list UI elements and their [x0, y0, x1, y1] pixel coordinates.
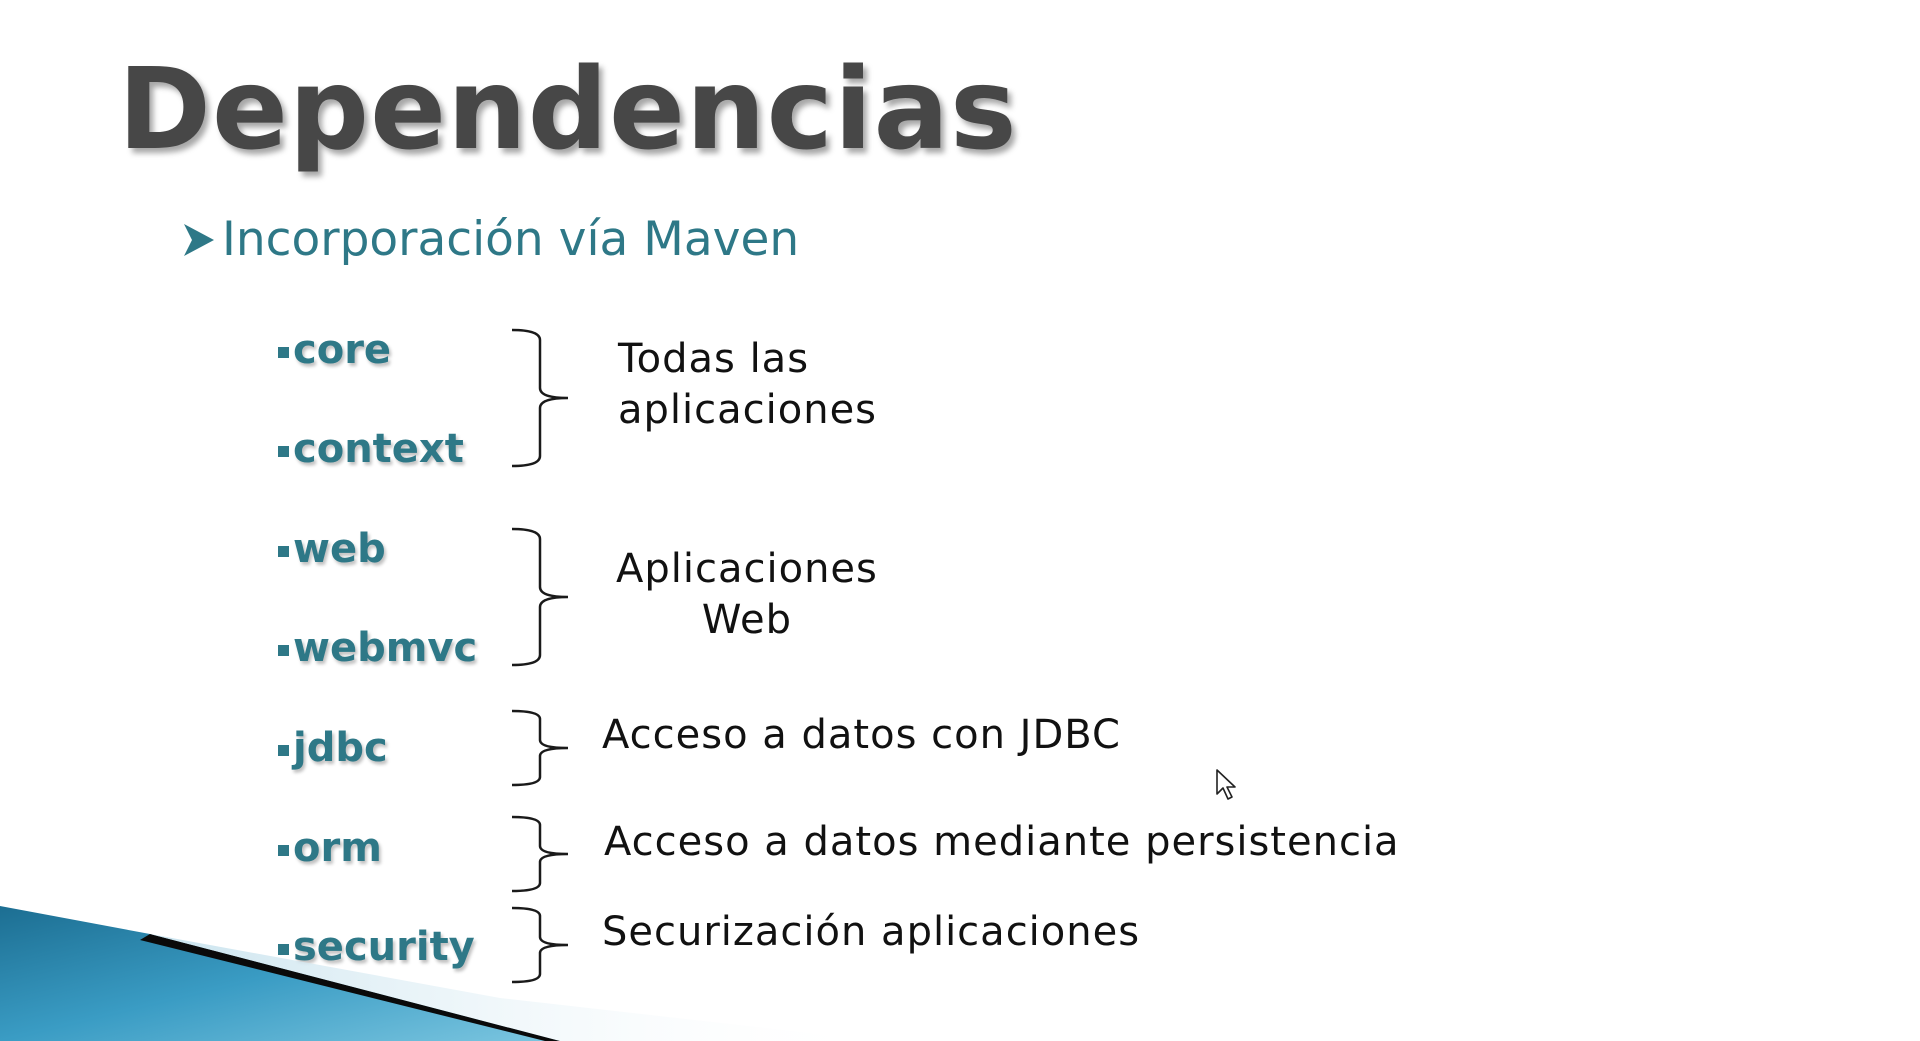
description-line: Aplicaciones: [616, 546, 878, 592]
group-description-orm: [604, 817, 1400, 868]
module-item-core: [278, 325, 391, 375]
mouse-cursor-icon: [1215, 768, 1239, 802]
module-label: jdbc: [293, 725, 388, 771]
square-bullet-icon: [278, 347, 289, 358]
module-item-jdbc: [278, 723, 388, 773]
description-line: Todas las: [618, 336, 810, 382]
module-label: web: [293, 526, 386, 572]
description-line: Securización aplicaciones: [602, 909, 1141, 955]
module-label: orm: [293, 825, 382, 871]
square-bullet-icon: [278, 446, 289, 457]
description-line: Web: [701, 597, 793, 643]
right-brace-icon: [510, 328, 574, 468]
right-brace-icon: [510, 815, 574, 893]
module-label: context: [293, 426, 464, 472]
right-brace-icon: [510, 709, 574, 787]
module-item-orm: [278, 823, 382, 873]
subtitle-text: Incorporación vía Maven: [222, 212, 800, 267]
description-line: Acceso a datos mediante persistencia: [604, 819, 1400, 865]
module-item-webmvc: [278, 623, 477, 673]
module-item-context: [278, 424, 464, 474]
decorative-swoosh: [0, 906, 880, 1041]
description-line: aplicaciones: [618, 387, 878, 433]
group-description-all-apps: [618, 334, 877, 436]
group-description-web-apps: [616, 544, 878, 646]
description-line: Acceso a datos con JDBC: [602, 712, 1121, 758]
arrow-bullet-icon: [182, 220, 216, 260]
square-bullet-icon: [278, 845, 289, 856]
subtitle: [182, 210, 799, 270]
module-label: core: [293, 327, 392, 373]
group-description-jdbc: [602, 710, 1121, 761]
module-item-web: [278, 524, 386, 574]
square-bullet-icon: [278, 745, 289, 756]
right-brace-icon: [510, 527, 574, 667]
square-bullet-icon: [278, 546, 289, 557]
module-label: webmvc: [293, 625, 478, 671]
module-label: security: [293, 924, 475, 970]
square-bullet-icon: [278, 645, 289, 656]
slide-title: Dependencias: [118, 45, 1018, 175]
